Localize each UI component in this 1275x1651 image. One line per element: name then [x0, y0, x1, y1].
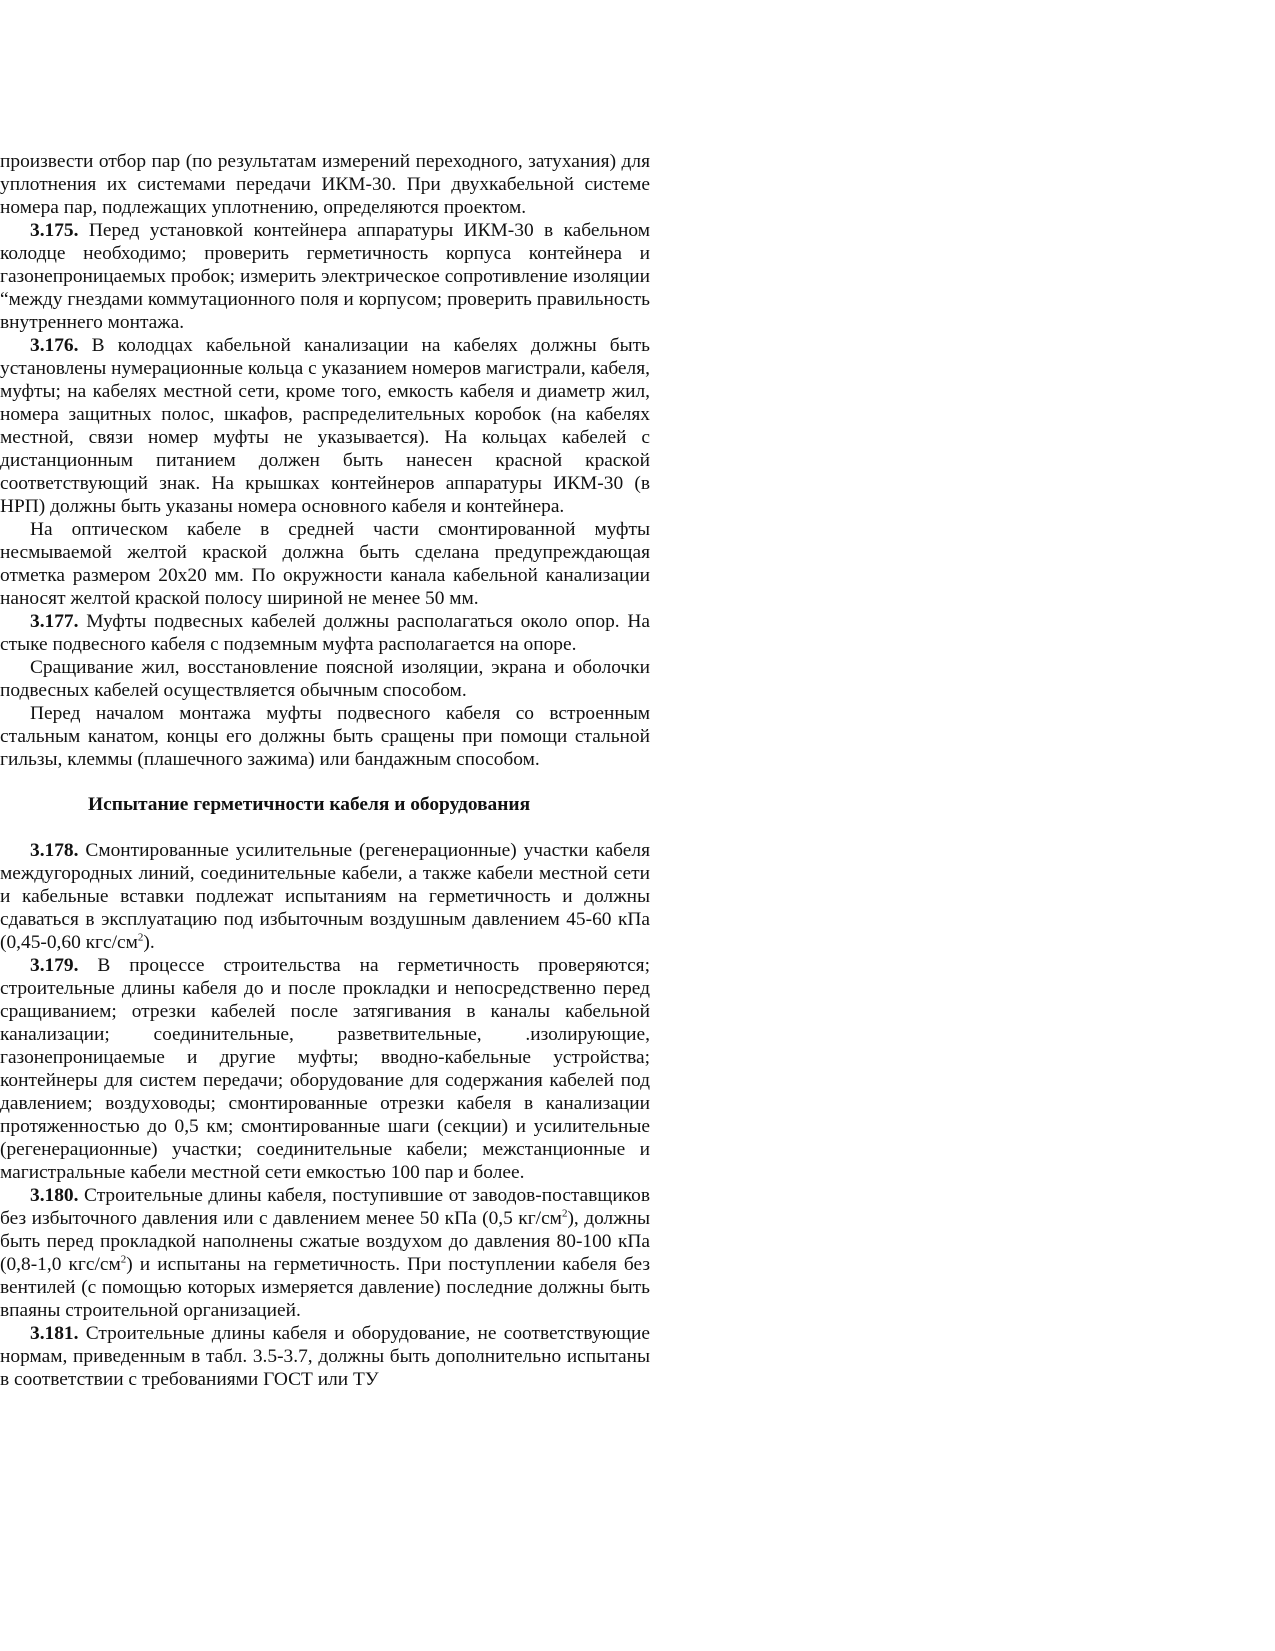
paragraph-text: Строительные длины кабеля, поступившие от заводов-поставщиков без избыточного давления или с давлением менее 50 кПа (0,5 кг/см	[0, 1185, 650, 1229]
paragraph-optical-cable	[0, 518, 650, 610]
paragraph-text: произвести отбор пар (по результатам измерений переходного, затухания) для уплотнения их системами передачи ИКМ-30. При двухкабельной системе номера пар, подлежащих уплотнению, определяются проектом.	[0, 151, 650, 218]
clause-number: 3.177.	[30, 611, 79, 632]
paragraph-text: Перед установкой контейнера аппаратуры ИКМ-30 в кабельном колодце необходимо; проверить герметичность корпуса контейнера и газонепроницаемых пробок; измерить электрическое сопротивление изоляции “между гнездами коммутационного поля и корпусом; проверить правильность внутреннего монтажа.	[0, 220, 650, 333]
paragraph-text: В процессе строительства на герметичность проверяются; строительные длины кабеля до и после прокладки и непосредственно перед сращиванием; отрезки кабелей после затягивания в каналы кабельной канализации; соединительные, разветвительные, .изолирующие, газонепроницаемые и другие муфты; вводно-кабельные устройства; контейнеры для систем передачи; оборудование для содержания кабелей под давлением; воздуховоды; смонтированные отрезки кабеля в канализации протяженностью до 0,5 км; смонтированные шаги (секции) и усилительные (регенерационные) участки; соединительные кабели; межстанционные и магистральные кабели местной сети емкостью 100 пар и более.	[0, 955, 650, 1183]
superscript: 2	[561, 1207, 568, 1220]
paragraph-3-179	[0, 954, 650, 1184]
paragraph-splicing	[0, 656, 650, 702]
paragraph-3-176	[0, 334, 650, 518]
paragraph-text: Сращивание жил, восстановление поясной изоляции, экрана и оболочки подвесных кабелей осуществляется обычным способом.	[0, 657, 650, 701]
clause-number: 3.181.	[30, 1323, 79, 1344]
paragraph-text-mid: ), должны быть перед прокладкой наполнены сжатые воздухом до давления 80-100 кПа (0,8-1,0 кгс/см	[0, 1208, 651, 1275]
clause-number: 3.180.	[30, 1185, 79, 1206]
paragraph-mounting	[0, 702, 650, 771]
paragraph-3-175	[0, 219, 650, 334]
paragraph-3-181	[0, 1322, 650, 1391]
paragraph-text-end: ) и испытаны на герметичность. При поступлении кабеля без вентилей (с помощью которых измеряется давление) последние должны быть впаяны строительной организацией.	[0, 1254, 651, 1321]
paragraph-text: Строительные длины кабеля и оборудование, не соответствующие нормам, приведенным в табл. 3.5-3.7, должны быть дополнительно испытаны в соответствии с требованиями ГОСТ или ТУ	[0, 1323, 650, 1390]
clause-number: 3.179.	[30, 955, 79, 976]
paragraph-continuation	[0, 150, 650, 219]
paragraph-text: На оптическом кабеле в средней части смонтированной муфты несмываемой желтой краской должна быть сделана предупреждающая отметка размером 20x20 мм. По окружности канала кабельной канализации наносят желтой краской полосу шириной не менее 50 мм.	[0, 519, 650, 609]
paragraph-3-180	[0, 1184, 650, 1322]
paragraph-3-177	[0, 610, 650, 656]
clause-number: 3.175.	[30, 220, 79, 241]
document-page	[0, 150, 650, 1391]
paragraph-text: Смонтированные усилительные (регенерационные) участки кабеля междугородных линий, соединительные кабели, а также кабели местной сети и кабельные вставки подлежат испытаниям на герметичность и должны сдаваться в эксплуатацию под избыточным воздушным давлением 45-60 кПа (0,45-0,60 кгс/см	[0, 840, 650, 953]
section-heading: Испытание герметичности кабеля и оборудования	[88, 794, 531, 815]
paragraph-text: Перед началом монтажа муфты подвесного кабеля со встроенным стальным канатом, концы его должны быть сращены при помощи стальной гильзы, клеммы (плашечного зажима) или бандажным способом.	[0, 703, 650, 770]
superscript: 2	[120, 1253, 127, 1266]
paragraph-text: Муфты подвесных кабелей должны располагаться около опор. На стыке подвесного кабеля с подземным муфта располагается на опоре.	[0, 611, 650, 655]
superscript: 2	[137, 931, 144, 944]
paragraph-text: В колодцах кабельной канализации на кабелях должны быть установлены нумерационные кольца с указанием номеров магистрали, кабеля, муфты; на кабелях местной сети, кроме того, емкость кабеля и диаметр жил, номера защитных полос, шкафов, распределительных коробок (на кабелях местной, связи номер муфты не указывается). На кольцах кабелей с дистанционным питанием должен быть нанесен красной краской соответствующий знак. На крышках контейнеров аппаратуры ИКМ-30 (в НРП) должны быть указаны номера основного кабеля и контейнера.	[0, 335, 650, 517]
clause-number: 3.178.	[30, 840, 79, 861]
clause-number: 3.176.	[30, 335, 79, 356]
paragraph-text-end: ).	[143, 932, 155, 953]
paragraph-3-178	[0, 839, 650, 954]
